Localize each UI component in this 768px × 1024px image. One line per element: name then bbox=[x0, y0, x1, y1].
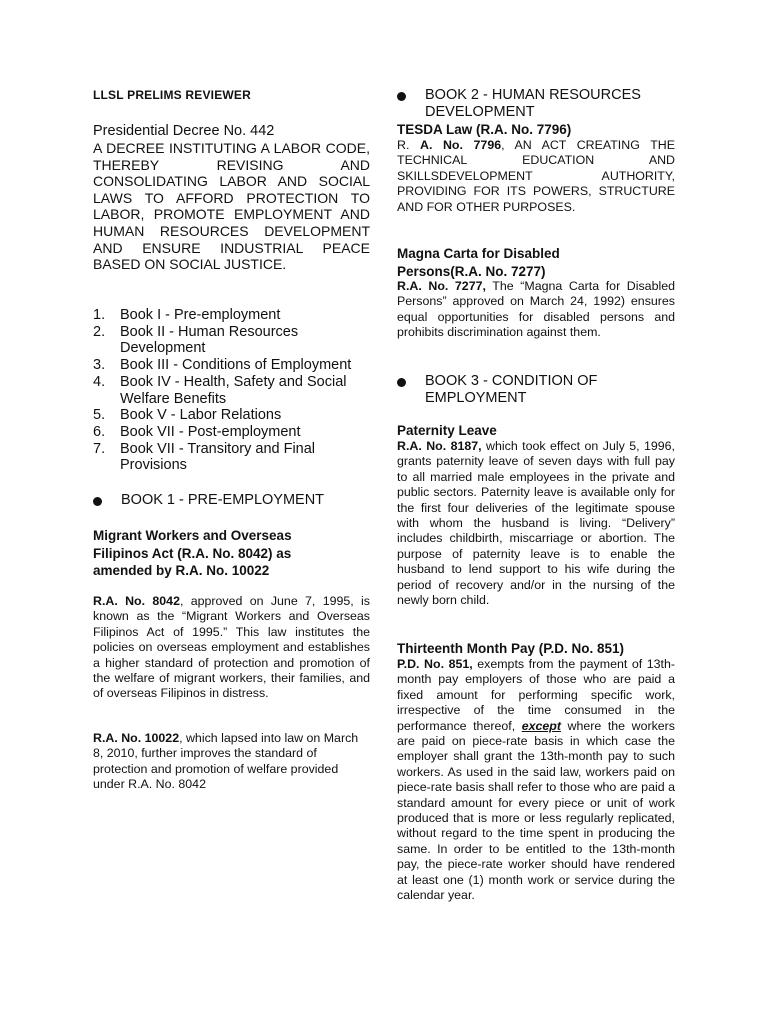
list-item bbox=[93, 424, 370, 441]
list-item bbox=[93, 374, 370, 407]
ra10022-paragraph bbox=[93, 731, 370, 793]
paternity-lead: R.A. No. 8187, bbox=[397, 439, 482, 453]
book1-bullet bbox=[93, 492, 370, 509]
list-item bbox=[93, 357, 370, 374]
pd851-paragraph bbox=[397, 657, 675, 904]
ra10022-lead: R.A. No. 10022 bbox=[93, 731, 180, 745]
pd851-text-2: where the workers are paid on piece-rate basis in which case the employer shall grant the 13th-month pay to such workers. As used in the said law, workers paid on piece-rate basis shall refer to those who are paid a standard amount for every piece or unit of work produced that is more or less regularly replicated, without regard to the time spent in producing the same. In order to be entitled to the 13th-month pay, the piece-rate worker should have rendered at least one (1) month work or service during the calendar year. bbox=[397, 718, 675, 903]
magna-text: The “Magna Carta for Disabled Persons” approved on March 24, 1992) ensures equal opportunities for disabled persons and prohibits discrimination against them. bbox=[397, 279, 675, 340]
list-item-text: Book IV - Health, Safety and Social Welfare Benefits bbox=[120, 373, 347, 407]
list-number: 2. bbox=[93, 323, 106, 340]
list-item bbox=[93, 441, 370, 474]
list-item bbox=[93, 307, 370, 324]
tesda-lead-prefix: R. bbox=[397, 138, 420, 152]
list-item-text: Book VII - Post-employment bbox=[120, 423, 301, 440]
magna-lead: R.A. No. 7277, bbox=[397, 279, 486, 293]
pd851-text-1: exempts from the payment of 13th-month pay employers of those who are paid a fixed amount for performing specific work, irrespective of the time consumed in the performance thereof, bbox=[397, 657, 675, 733]
thirteenth-month-heading: Thirteenth Month Pay (P.D. No. 851) bbox=[397, 641, 625, 656]
bullet-text: BOOK 1 - PRE-EMPLOYMENT bbox=[121, 492, 325, 508]
list-item-text: Book VII - Transitory and Final Provisions bbox=[120, 440, 316, 474]
pd851-lead: P.D. No. 851, bbox=[397, 657, 473, 671]
migrant-workers-heading: Migrant Workers and Overseas Filipinos Act (R.A. No. 8042) as amended by R.A. No. 10022 bbox=[93, 528, 292, 578]
tesda-paragraph bbox=[397, 138, 675, 215]
ra10022-text: , which lapsed into law on March 8, 2010, further improves the standard of protection and promotion of welfare provided under R.A. No. 8042 bbox=[93, 731, 359, 792]
ra8042-text: , approved on June 7, 1995, is known as the “Migrant Workers and Overseas Filipinos Act of 1995.” This law institutes the policies on overseas employment and establishes a higher standard of protection and promotion of the welfare of migrant workers, their families, and of overseas Filipinos in distress. bbox=[93, 594, 370, 701]
list-number: 5. bbox=[93, 407, 106, 424]
book3-bullet bbox=[397, 373, 675, 406]
ra8042-lead: R.A. No. 8042 bbox=[93, 594, 180, 608]
bullet-icon bbox=[397, 92, 406, 101]
decree-title: Presidential Decree No. 442 bbox=[93, 123, 275, 139]
list-item bbox=[93, 407, 370, 424]
except-emphasis: except bbox=[521, 718, 561, 733]
list-item-text: Book II - Human Resources Development bbox=[120, 323, 299, 357]
list-number: 3. bbox=[93, 357, 106, 374]
tesda-lead: A. No. 7796 bbox=[420, 138, 502, 152]
paternity-text: which took effect on July 5, 1996, grants paternity leave of seven days with full pay to all married male employees in the private and public sectors. Paternity leave is available only for the first four deliveries of the legitimate spouse with whom the husband is living. “Delivery” includes childbirth, miscarriage or abortion. The purpose of paternity leave is to enable the husband to lend support to his wife during the period of recovery and/or in the nursing of the newly born child. bbox=[397, 439, 675, 608]
magna-carta-paragraph bbox=[397, 279, 675, 341]
bullet-text: BOOK 3 - CONDITION OF EMPLOYMENT bbox=[425, 373, 598, 406]
list-number: 4. bbox=[93, 373, 106, 390]
list-item-text: Book I - Pre-employment bbox=[120, 307, 281, 323]
list-number: 1. bbox=[93, 307, 106, 323]
magna-carta-heading: Magna Carta for Disabled Persons(R.A. No. 7277) bbox=[397, 246, 560, 279]
books-list bbox=[93, 307, 370, 474]
bullet-icon bbox=[397, 378, 406, 387]
list-item bbox=[93, 324, 370, 357]
list-number: 7. bbox=[93, 440, 106, 457]
document-title: LLSL PRELIMS REVIEWER bbox=[93, 88, 251, 102]
bullet-icon bbox=[93, 497, 102, 506]
paternity-leave-heading: Paternity Leave bbox=[397, 423, 497, 438]
decree-description: A DECREE INSTITUTING A LABOR CODE, THEREBY REVISING AND CONSOLIDATING LABOR AND SOCIAL LAWS TO AFFORD PROTECTION TO LABOR, PROMOTE EMPLOYMENT AND HUMAN RESOURCES DEVELOPMENT AND ENSURE INDUSTRIAL PEACE BASED ON SOCIAL JUSTICE. bbox=[93, 140, 370, 273]
list-item-text: Book III - Conditions of Employment bbox=[120, 357, 352, 374]
book2-bullet bbox=[397, 87, 675, 120]
list-item-text: Book V - Labor Relations bbox=[120, 407, 282, 424]
tesda-text: , AN ACT CREATING THE TECHNICAL EDUCATION AND SKILLSDEVELOPMENT AUTHORITY, PROVIDING FOR ITS POWERS, STRUCTURE AND FOR OTHER PURPOSES. bbox=[397, 138, 675, 214]
paternity-paragraph bbox=[397, 439, 675, 608]
list-number: 6. bbox=[93, 423, 106, 440]
tesda-heading: TESDA Law (R.A. No. 7796) bbox=[397, 122, 572, 137]
ra8042-paragraph bbox=[93, 594, 370, 702]
bullet-text: BOOK 2 - HUMAN RESOURCES DEVELOPMENT bbox=[425, 87, 641, 120]
